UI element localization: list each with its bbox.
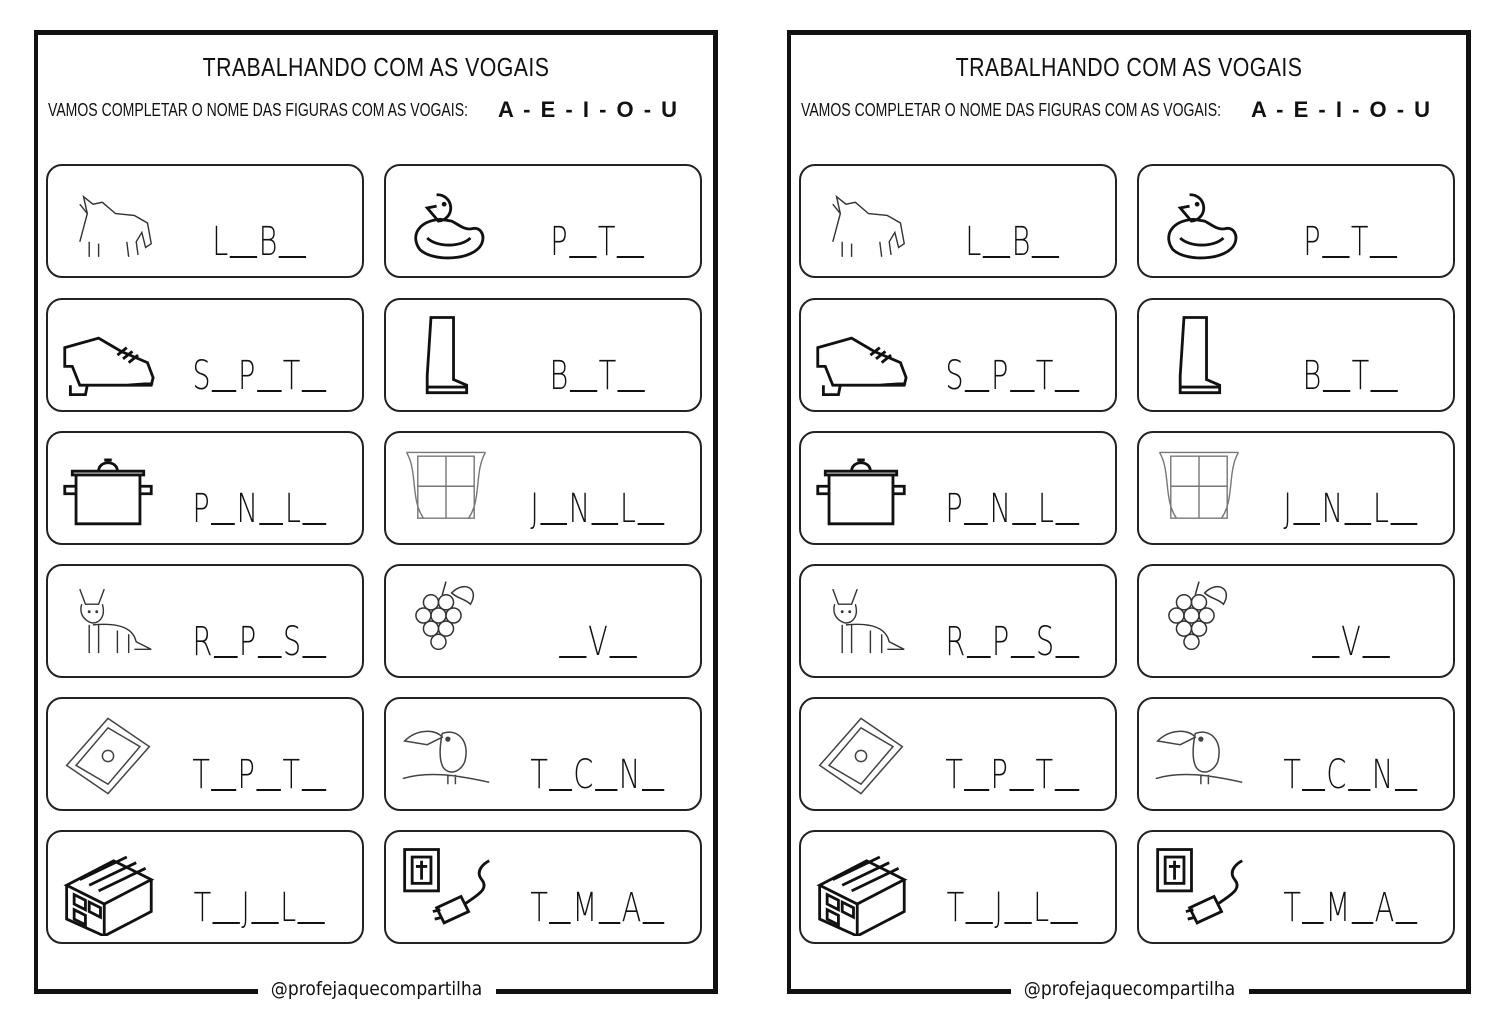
vowel-blank[interactable] [1055, 390, 1079, 392]
grapes-icon [396, 576, 496, 670]
word-puzzle [530, 340, 665, 399]
brick-icon [58, 842, 158, 936]
exercise-card-fox [799, 564, 1117, 678]
word-puzzle [1283, 340, 1418, 399]
vowel-blank[interactable] [251, 922, 278, 924]
vowels-list: A - E - I - O - U [1251, 97, 1433, 122]
frame-border [787, 30, 1471, 35]
consonant-letter: P [238, 619, 257, 665]
word-puzzle [530, 473, 665, 532]
shoe-icon [58, 310, 158, 404]
consonant-letter: L [1372, 486, 1389, 532]
consonant-letter: L [1033, 885, 1050, 931]
vowel-blank[interactable] [212, 390, 236, 392]
vowel-blank[interactable] [1302, 922, 1324, 924]
outlet-plug-icon [396, 842, 496, 936]
vowel-blank[interactable] [599, 922, 621, 924]
vowel-blank[interactable] [1055, 523, 1079, 525]
vowel-blank[interactable] [643, 922, 665, 924]
pot-icon [58, 443, 158, 537]
exercise-card-wolf [46, 164, 364, 278]
consonant-letter: T [282, 353, 301, 399]
consonant-letter: T [598, 353, 617, 399]
window-icon [1149, 443, 1249, 537]
vowel-blank[interactable] [540, 523, 567, 525]
vowel-blank[interactable] [964, 789, 989, 791]
grapes-icon [1149, 576, 1249, 670]
consonant-letter: N [618, 752, 641, 798]
vowel-blank[interactable] [256, 789, 281, 791]
vowel-blank[interactable] [1056, 656, 1080, 658]
vowel-blank[interactable] [1012, 523, 1036, 525]
toucan-icon [1149, 709, 1249, 803]
consonant-letter: P [1303, 219, 1321, 265]
boot-icon [1149, 310, 1249, 404]
consonant-letter: N [236, 486, 259, 532]
consonant-letter: B [258, 219, 278, 265]
fox-icon [811, 576, 911, 670]
wolf-icon [811, 176, 911, 270]
consonant-letter: N [1321, 486, 1344, 532]
word-puzzle [192, 606, 327, 665]
consonant-letter: P [990, 353, 1009, 399]
consonant-letter: C [1326, 752, 1347, 798]
vowel-blank[interactable] [983, 256, 1010, 258]
word-puzzle [1283, 739, 1418, 798]
vowel-blank[interactable] [549, 789, 571, 791]
exercise-card-outlet-plug [1137, 830, 1455, 944]
consonant-letter: T [192, 752, 210, 798]
consonant-letter: P [550, 219, 568, 265]
consonant-letter: S [1035, 619, 1055, 665]
vowel-blank[interactable] [1371, 390, 1398, 392]
exercise-card-toucan [384, 697, 702, 811]
vowel-blank[interactable] [1312, 656, 1339, 658]
word-puzzle [945, 206, 1080, 265]
vowel-blank[interactable] [230, 256, 257, 258]
rug-icon [811, 709, 911, 803]
frame-border [34, 30, 38, 994]
consonant-letter: M [572, 885, 598, 931]
exercise-card-boot [1137, 298, 1455, 412]
vowel-blank[interactable] [617, 256, 644, 258]
consonant-letter: N [989, 486, 1012, 532]
author-handle: @profejaquecompartilha [787, 978, 1471, 1000]
consonant-letter: B [1011, 219, 1031, 265]
word-puzzle [945, 606, 1080, 665]
vowels-list: A - E - I - O - U [498, 97, 680, 122]
vowel-blank[interactable] [549, 922, 571, 924]
consonant-letter: M [1325, 885, 1351, 931]
vowel-blank[interactable] [559, 656, 586, 658]
consonant-letter: J [530, 486, 539, 532]
exercise-card-toucan [1137, 697, 1455, 811]
word-puzzle [1283, 206, 1418, 265]
vowel-blank[interactable] [1345, 523, 1372, 525]
vowel-blank[interactable] [1322, 256, 1349, 258]
consonant-letter: B [1302, 353, 1322, 399]
worksheet-left [34, 30, 718, 1000]
consonant-letter: T [1351, 353, 1370, 399]
instruction-text: VAMOS COMPLETAR O NOME DAS FIGURAS COM AS VOGAIS: [801, 100, 1221, 120]
vowel-blank[interactable] [965, 390, 989, 392]
brick-icon [811, 842, 911, 936]
exercise-card-wolf [799, 164, 1117, 278]
toucan-icon [396, 709, 496, 803]
consonant-letter: R [192, 619, 213, 665]
word-puzzle [530, 872, 665, 931]
instruction-text: VAMOS COMPLETAR O NOME DAS FIGURAS COM AS VOGAIS: [48, 100, 468, 120]
shoe-icon [811, 310, 911, 404]
exercise-card-pot [46, 431, 364, 545]
vowel-blank[interactable] [303, 656, 327, 658]
word-puzzle [192, 739, 327, 798]
consonant-letter: J [1283, 486, 1292, 532]
word-puzzle [192, 473, 327, 532]
consonant-letter: S [192, 353, 211, 399]
vowel-blank[interactable] [302, 789, 327, 791]
vowel-blank[interactable] [1302, 789, 1324, 791]
exercise-card-boot [384, 298, 702, 412]
consonant-letter: P [237, 353, 256, 399]
word-puzzle [945, 739, 1080, 798]
exercise-card-window [1137, 431, 1455, 545]
consonant-letter: T [597, 219, 616, 265]
consonant-letter: R [945, 619, 966, 665]
consonant-letter: T [193, 885, 212, 931]
vowel-blank[interactable] [1352, 922, 1374, 924]
window-icon [396, 443, 496, 537]
vowel-blank[interactable] [279, 256, 306, 258]
word-puzzle [1283, 606, 1418, 665]
rug-icon [58, 709, 158, 803]
consonant-letter: P [945, 486, 963, 532]
consonant-letter: T [1035, 353, 1054, 399]
exercise-card-shoe [799, 298, 1117, 412]
word-puzzle [1283, 872, 1418, 931]
vowel-blank[interactable] [595, 789, 617, 791]
word-puzzle [530, 206, 665, 265]
vowel-blank[interactable] [637, 523, 664, 525]
vowel-blank[interactable] [257, 390, 281, 392]
exercise-card-brick [46, 830, 364, 944]
word-puzzle [530, 739, 665, 798]
vowel-blank[interactable] [1010, 390, 1034, 392]
vowel-blank[interactable] [1370, 256, 1397, 258]
wolf-icon [58, 176, 158, 270]
exercise-card-window [384, 431, 702, 545]
consonant-letter: J [241, 885, 250, 931]
pot-icon [811, 443, 911, 537]
consonant-letter: T [1350, 219, 1369, 265]
consonant-letter: A [1374, 885, 1395, 931]
vowel-blank[interactable] [966, 922, 993, 924]
vowel-blank[interactable] [1348, 789, 1370, 791]
vowel-blank[interactable] [213, 922, 240, 924]
consonant-letter: P [991, 619, 1010, 665]
vowel-blank[interactable] [1055, 789, 1080, 791]
consonant-letter: T [282, 752, 301, 798]
exercise-card-duck [384, 164, 702, 278]
consonant-letter: C [573, 752, 594, 798]
worksheet-title: TRABALHANDO COM AS VOGAIS [955, 52, 1303, 82]
consonant-letter: L [965, 219, 982, 265]
vowel-blank[interactable] [1362, 656, 1389, 658]
vowel-blank[interactable] [298, 922, 325, 924]
exercise-card-pot [799, 431, 1117, 545]
worksheet-title: TRABALHANDO COM AS VOGAIS [202, 52, 550, 82]
vowel-blank[interactable] [302, 523, 326, 525]
vowel-blank[interactable] [1032, 256, 1059, 258]
vowel-blank[interactable] [302, 390, 326, 392]
vowel-blank[interactable] [1293, 523, 1320, 525]
word-puzzle [1283, 473, 1418, 532]
vowel-blank[interactable] [211, 523, 235, 525]
word-puzzle [192, 872, 327, 931]
word-puzzle [192, 340, 327, 399]
consonant-letter: L [1037, 486, 1054, 532]
consonant-letter: T [946, 885, 965, 931]
consonant-letter: N [568, 486, 591, 532]
vowel-blank[interactable] [214, 656, 238, 658]
consonant-letter: B [549, 353, 569, 399]
vowel-blank[interactable] [1009, 789, 1034, 791]
frame-border [787, 30, 791, 994]
consonant-letter: L [619, 486, 636, 532]
word-puzzle [192, 206, 327, 265]
outlet-plug-icon [1149, 842, 1249, 936]
exercise-card-fox [46, 564, 364, 678]
consonant-letter: S [282, 619, 302, 665]
frame-border [1466, 30, 1471, 994]
consonant-letter: T [1283, 752, 1301, 798]
vowel-blank[interactable] [1390, 523, 1417, 525]
exercise-card-grapes [384, 564, 702, 678]
vowel-blank[interactable] [618, 390, 645, 392]
vowel-blank[interactable] [642, 789, 664, 791]
exercise-card-rug [799, 697, 1117, 811]
fox-icon [58, 576, 158, 670]
frame-border [34, 30, 718, 35]
instruction [48, 97, 680, 122]
exercise-card-shoe [46, 298, 364, 412]
vowel-blank[interactable] [570, 390, 597, 392]
word-puzzle [945, 340, 1080, 399]
instruction [801, 97, 1433, 122]
exercise-card-brick [799, 830, 1117, 944]
consonant-letter: A [621, 885, 642, 931]
frame-border [713, 30, 718, 994]
vowel-blank[interactable] [258, 656, 282, 658]
word-puzzle [530, 606, 665, 665]
vowel-blank[interactable] [964, 523, 988, 525]
consonant-letter: S [945, 353, 964, 399]
consonant-letter: T [530, 885, 548, 931]
consonant-letter: T [945, 752, 963, 798]
consonant-letter: N [1371, 752, 1394, 798]
word-puzzle [945, 473, 1080, 532]
vowel-blank[interactable] [259, 523, 283, 525]
consonant-letter: T [1283, 885, 1301, 931]
vowel-blank[interactable] [211, 789, 236, 791]
exercise-card-outlet-plug [384, 830, 702, 944]
consonant-letter: P [237, 752, 255, 798]
vowel-blank[interactable] [1011, 656, 1035, 658]
vowel-blank[interactable] [1395, 789, 1417, 791]
vowel-blank[interactable] [1051, 922, 1078, 924]
worksheet-right [787, 30, 1471, 1000]
vowel-blank[interactable] [1004, 922, 1031, 924]
consonant-letter: J [994, 885, 1003, 931]
exercise-card-grapes [1137, 564, 1455, 678]
consonant-letter: V [1341, 619, 1361, 665]
vowel-blank[interactable] [609, 656, 636, 658]
consonant-letter: L [284, 486, 301, 532]
vowel-blank[interactable] [592, 523, 619, 525]
consonant-letter: T [1035, 752, 1054, 798]
consonant-letter: L [212, 219, 229, 265]
vowel-blank[interactable] [1323, 390, 1350, 392]
duck-icon [396, 176, 496, 270]
word-puzzle [945, 872, 1080, 931]
boot-icon [396, 310, 496, 404]
vowel-blank[interactable] [967, 656, 991, 658]
vowel-blank[interactable] [569, 256, 596, 258]
vowel-blank[interactable] [1396, 922, 1418, 924]
consonant-letter: L [280, 885, 297, 931]
consonant-letter: P [192, 486, 210, 532]
exercise-card-rug [46, 697, 364, 811]
consonant-letter: P [990, 752, 1008, 798]
consonant-letter: T [530, 752, 548, 798]
author-handle: @profejaquecompartilha [34, 978, 718, 1000]
duck-icon [1149, 176, 1249, 270]
consonant-letter: V [588, 619, 608, 665]
exercise-card-duck [1137, 164, 1455, 278]
